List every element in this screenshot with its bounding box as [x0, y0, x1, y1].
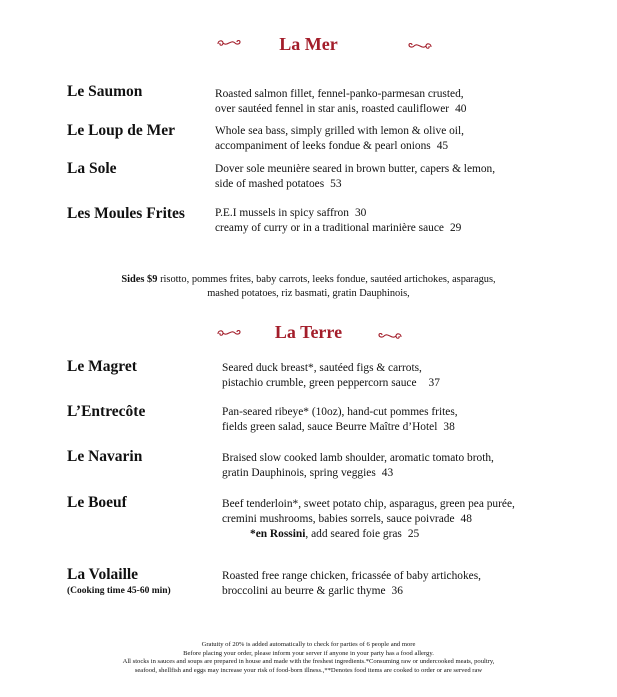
sides-section — [0, 273, 617, 300]
dish-price-boeuf: 48 — [460, 513, 472, 525]
dish-cooking-time: (Cooking time 45-60 min) — [67, 586, 171, 596]
dish-price-sole: 53 — [330, 178, 342, 190]
flourish-right-icon — [377, 330, 403, 342]
dish-name-navarin: Le Navarin — [67, 448, 143, 465]
dish-price-magret: 37 — [428, 377, 440, 389]
sides-label: Sides $9 — [121, 274, 158, 285]
footer-line: All stocks in sauces and soups are prepared in house and made with the freshest ingredients.*Consuming raw or undercooked meats, poultry, — [122, 658, 495, 666]
sides-line-2: mashed potatoes, riz basmati, gratin Dauphinois, — [207, 287, 410, 299]
section-title-land: La Terre — [274, 322, 343, 342]
dish-description-entrecote: Pan-seared ribeye* (10oz), hand-cut pommes frites, fields green salad, sauce Beurre Maître d’Hotel 38 — [222, 406, 458, 433]
dish-name-sole: La Sole — [67, 160, 117, 177]
flourish-right-icon — [407, 40, 433, 52]
dish-description-volaille: Roasted free range chicken, fricassée of baby artichokes, broccolini au beurre & garlic thyme 36 — [222, 570, 482, 597]
dish-name-loup-de-mer: Le Loup de Mer — [67, 122, 176, 139]
dish-description-navarin: Braised slow cooked lamb shoulder, aromatic tomato broth, gratin Dauphinois, spring veggies 43 — [222, 452, 494, 479]
dish-price-moules-saffron: 30 — [354, 207, 367, 219]
footer-notice — [0, 641, 617, 675]
footer-line: Before placing your order, please inform your server if anyone in your party has a food allergy. — [183, 649, 434, 657]
dish-price-loup-de-mer: 45 — [436, 140, 449, 152]
sides-line-1: risotto, pommes frites, baby carrots, leeks fondue, sautéed artichokes, asparagus, — [160, 274, 496, 285]
dish-description-loup-de-mer: Whole sea bass, simply grilled with lemon & olive oil, accompaniment of leeks fondue & pearl onions 45 — [215, 125, 464, 152]
rossini-label: *en Rossini — [250, 528, 306, 540]
dish-name-moules-frites: Les Moules Frites — [67, 205, 185, 222]
dish-price-entrecote: 38 — [443, 421, 455, 433]
footer-line: seafood, shellfish and eggs may increase your risk of food-born illness.,**Denotes food items are cooked to order or are served raw — [134, 666, 483, 674]
dish-price-moules-mariniere: 29 — [449, 222, 462, 234]
dish-name-boeuf: Le Boeuf — [67, 494, 127, 511]
dish-description-moules-frites: P.E.I mussels in spicy saffron 30 creamy of curry or in a traditional marinière sauce 29 — [215, 207, 462, 234]
dish-description-sole: Dover sole meunière seared in brown butter, capers & lemon, side of mashed potatoes 53 — [215, 163, 496, 190]
dish-name-magret: Le Magret — [67, 358, 137, 375]
dish-price-volaille: 36 — [391, 585, 403, 597]
rossini-price: 25 — [407, 528, 420, 540]
dish-price-saumon: 40 — [455, 103, 467, 115]
dish-name-entrecote: L’Entrecôte — [67, 403, 146, 420]
dish-description-magret: Seared duck breast*, sautéed figs & carrots, pistachio crumble, green peppercorn sauce 37 — [222, 362, 440, 389]
dish-price-navarin: 43 — [381, 467, 394, 479]
dish-description-saumon: Roasted salmon fillet, fennel-panko-parmesan crusted, over sautéed fennel in star anis, roasted cauliflower 40 — [215, 88, 467, 115]
dish-description-boeuf: Beef tenderloin*, sweet potato chip, asparagus, green pea purée, cremini mushrooms, babies sorrels, sauce poivrade 48 — [222, 498, 515, 525]
dish-name-saumon: Le Saumon — [67, 83, 143, 100]
footer-line: Gratuity of 20% is added automatically to check for parties of 6 people and more — [201, 641, 416, 648]
dish-name-volaille: La Volaille — [67, 566, 139, 583]
rossini-option: *en Rossini, add seared foie gras 25 — [250, 528, 420, 540]
section-title-sea: La Mer — [279, 34, 338, 54]
